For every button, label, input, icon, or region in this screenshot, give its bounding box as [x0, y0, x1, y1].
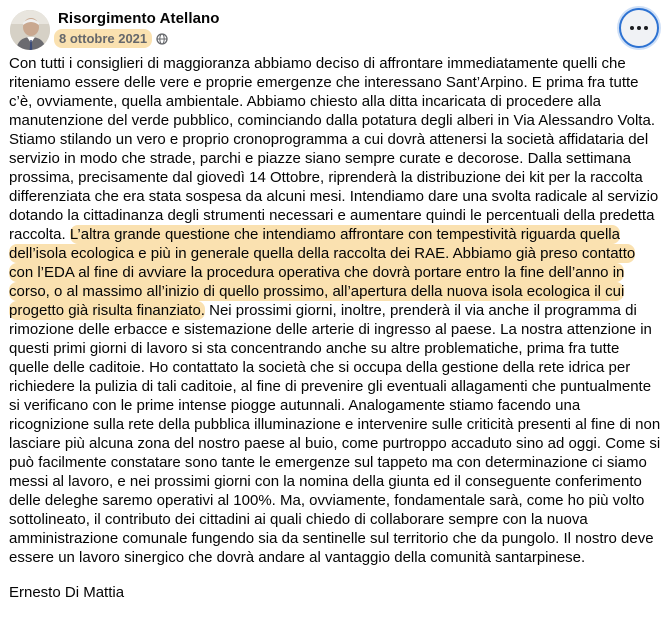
post-meta	[54, 29, 168, 48]
post-signature: Ernesto Di Mattia	[9, 584, 125, 601]
more-options-button[interactable]	[619, 8, 659, 48]
more-options-dot	[637, 26, 641, 30]
avatar-photo	[10, 10, 50, 50]
highlighted-text: L’altra grande questione che intendiamo affrontare con tempestività riguarda quella dell’isola ecologica e più in generale quella della raccolta dei RAE. Abbiamo già preso contatto con l’EDA al fine di avviare la procedura operativa che dovrà portare entro la fine dell’anno in corso, o al massimo all’inizio di quello prossimo, all’apertura della nuova isola ecologica il cui progetto già risulta finanziato.	[9, 226, 636, 319]
post-text-intro: Con tutti i consiglieri di maggioranza abbiamo deciso di affrontare immediatamente quelli che riteniamo essere delle vere e proprie emergenze che interessano Sant’Arpino. E prima fra tutte c’è, ovviamente, quella ambientale. Abbiamo chiesto alla ditta incaricata di procedere alla manutenzione del verde pubblico, cominciando dalla potatura degli alberi in Via Alessandro Volta. Stiamo stilando un vero e proprio cronoprogramma a cui dovrà attenersi la società affidataria del servizio in modo che strade, parchi e piazze siano sempre curate e decorose. Dalla settimana prossima, precisamente dal giovedì 14 Ottobre, riprenderà la distribuzione dei kit per la raccolta differenziata che era stata sospesa da alcuni mesi. Intendiamo dare una svolta radicale al servizio dotando la cittadinanza degli strumenti necessari e aumentare quindi le percentuali della predetta raccolta.	[9, 55, 659, 243]
author-avatar[interactable]	[10, 10, 50, 50]
post-body	[9, 54, 661, 602]
more-options-dot	[644, 26, 648, 30]
post-text	[9, 54, 661, 567]
globe-icon	[156, 33, 168, 45]
author-name[interactable]: Risorgimento Atellano	[58, 10, 220, 27]
post-text-rest: Nei prossimi giorni, inoltre, prenderà il via anche il programma di rimozione delle erbacce e sistemazione delle arterie di ingresso al paese. La nostra attenzione in questi primi giorni di lavoro si sta concentrando anche su altre problematiche, prima fra tutte quelle delle caditoie. Ho contattato la società che si occupa della gestione della rete idrica per richiedere la pulizia di tali caditoie, al fine di prevenire gli eventuali allagamenti che puntualmente si verificano con le prime intense piogge autunnali. Analogamente stiamo facendo una ricognizione sulla rete della pubblica illuminazione e intervenire sulle criticità presenti al fine di non lasciare più alcuna zona del nostro paese al buio, come purtroppo accaduto sino ad oggi. Come si può facilmente constatare sono tante le emergenze sul tappeto ma con determinazione ci siamo messi al lavoro, e nei prossimi giorni con la nomina della giunta ed il conseguente conferimento delle deleghe saremo operativi al 100%. Ma, ovviamente, fondamentale sarà, come ho più volto sottolineato, il contributo dei cittadini ai quali chiedo di collaborare sempre con la nuova amministrazione comunale fungendo sia da sentinelle sul territorio che da pungolo. Il nostro deve essere un lavoro sinergico che dovrà andare al vantaggio della comunità santarpinese.	[9, 302, 661, 566]
more-options-icon	[630, 26, 634, 30]
post-date[interactable]: 8 ottobre 2021	[54, 29, 152, 48]
